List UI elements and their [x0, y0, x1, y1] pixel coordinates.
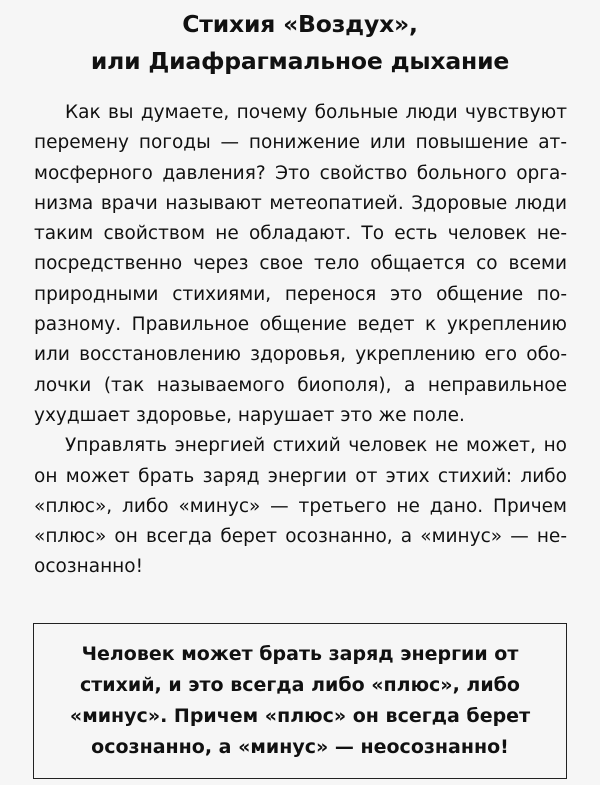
callout-text: Человек может брать заряд энергии от стихий, и это всегда либо «плюс», либо «минус». Причем «плюс» он всегда берет осознанно, а «минус» — неосознанно! — [69, 643, 531, 758]
section-title-line-2: или Диафрагмальное дыхание — [90, 47, 510, 75]
paragraph-2: Управлять энергией стихий человек не может, но он может брать заряд энергии от этих стихий: либо «плюс», либо «минус» — третьего не дано. Причем «плюс» он всегда берет осознанно, а «минус» — неосознанно! — [34, 435, 567, 578]
section-title — [20, 6, 580, 80]
callout-box — [33, 623, 567, 779]
section-title-line-1: Стихия «Воздух», — [182, 10, 418, 38]
body-text — [34, 98, 567, 583]
paragraph-1: Как вы думаете, почему больные люди чувствуют перемену погоды — понижение или повышение атмосферного давления? Это свойство больного организма врачи называют метеопатией. Здоровые люди таким свойством не обладают. То есть человек непосредственно через свое тело общается со всеми природными стихиями, перенося это общение по-разному. Правильное общение ведет к укреплению или восстановлению здоровья, укреплению его оболочки (так называемого биополя), а неправильное ухудшает здоровье, нарушает это же поле. — [34, 102, 567, 426]
